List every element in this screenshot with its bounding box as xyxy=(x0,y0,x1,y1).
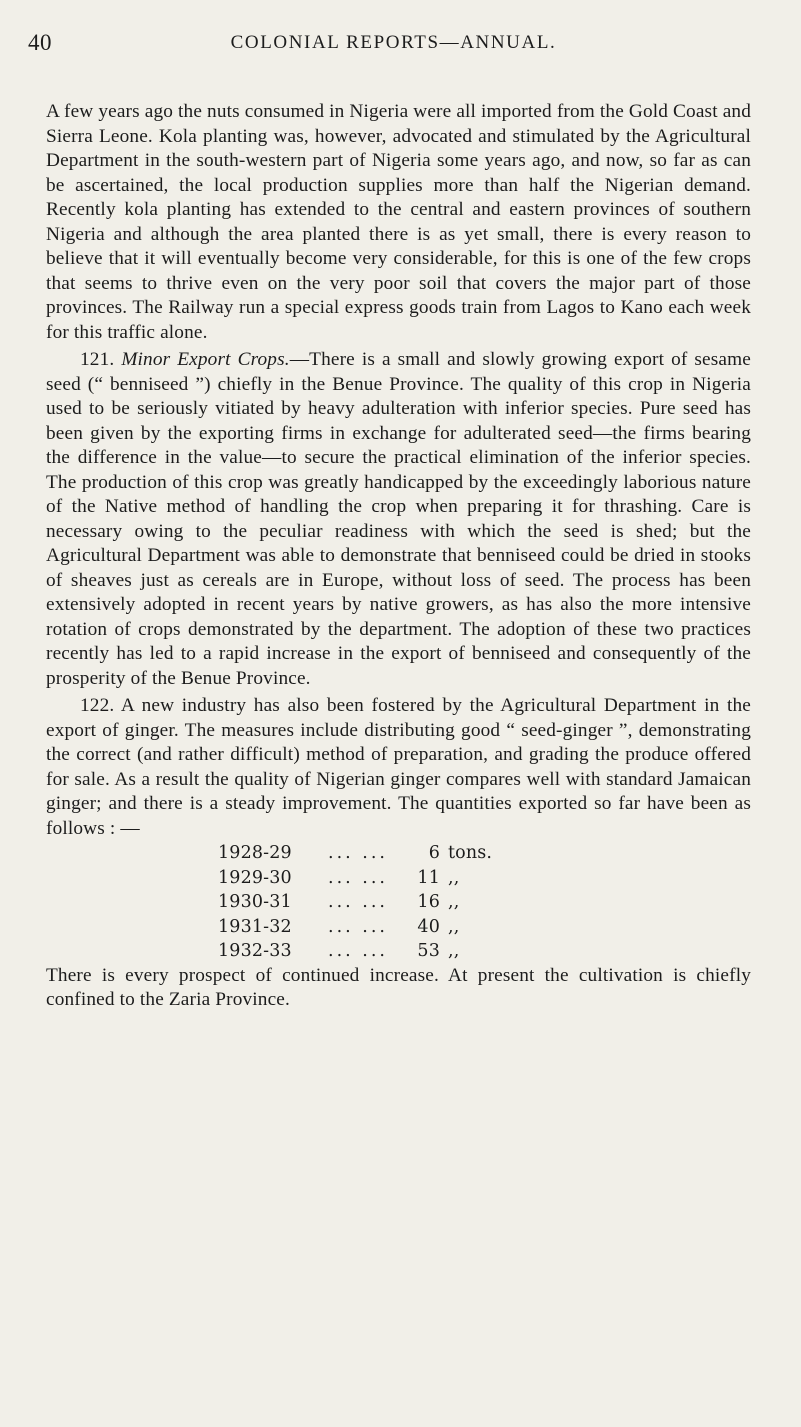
year-cell: 1928-29 xyxy=(218,843,292,863)
unit-cell: ,, xyxy=(448,941,460,961)
table-row xyxy=(218,915,751,940)
leader-dots: ... ... xyxy=(328,892,388,912)
paragraph-kola: A few years ago the nuts consumed in Nigeria were all imported from the Gold Coast and Sierra Leone. Kola planting was, however, advocated and stimulated by the Agricultural Department in the south-western part of Nigeria some years ago, and now, so far as can be ascertained, the local production supplies more than half the Nigerian demand. Recently kola planting has extended to the central and eastern provinces of southern Nigeria and although the area planted there is as yet small, there is every reason to believe that it will eventually become very considerable, for this is one of the few crops that seems to thrive even on the very poor soil that covers the major part of those provinces. The Railway run a special express goods train from Lagos to Kano each week for this traffic alone. xyxy=(46,101,751,343)
unit-cell: tons. xyxy=(448,843,493,863)
quantity-cell: 6 xyxy=(428,843,440,863)
paragraph-121 xyxy=(46,348,751,691)
leader-dots: ... ... xyxy=(328,867,388,888)
table-row xyxy=(218,939,751,964)
paragraph-number: 122. xyxy=(80,695,115,716)
year-cell: 1930-31 xyxy=(218,892,292,912)
year-cell: 1929-30 xyxy=(218,867,292,888)
section-heading: Minor Export Crops. xyxy=(121,349,290,370)
paragraph-text: A new industry has also been fostered by the Agricultural Department in the export of ginger. The measures include distributing good “ seed-ginger ”, demonstrating the correct (and rather difficult) method of preparation, and grading the produce offered for sale. As a result the quality of Nigerian ginger compares well with standard Jamaican ginger; and there is a steady improvement. The quantities exported so far have been as follows : — xyxy=(46,695,752,839)
leader-dots: ... ... xyxy=(328,843,388,863)
page-header xyxy=(28,30,759,64)
quantity-cell: 16 xyxy=(417,892,440,912)
paragraph-122 xyxy=(46,694,751,841)
running-title: COLONIAL REPORTS—ANNUAL. xyxy=(230,32,557,53)
leader-dots: ... ... xyxy=(328,941,388,961)
page-number: 40 xyxy=(28,30,52,55)
paragraph-closing: There is every prospect of continued increase. At present the cultivation is chiefly confined to the Zaria Province. xyxy=(46,964,751,1010)
table-row xyxy=(218,841,751,866)
paragraph-text: —There is a small and slowly growing export of sesame seed (“ benniseed ”) chiefly in the Benue Province. The quality of this crop in Nigeria used to be seriously vitiated by heavy adulteration with inferior species. Pure seed has been given by the exporting firms in exchange for adulterated seed—the firms bearing the difference in the value—to secure the practical elimination of the inferior species. The production of this crop was greatly handicapped by the exceedingly laborious nature of the Native method of handling the crop when preparing it for thrashing. Care is necessary owing to the peculiar readiness with which the seed is shed; but the Agricultural Department was able to demonstrate that benniseed could be dried in stooks of sheaves just as cereals are in Europe, without loss of seed. The process has been extensively adopted in recent years by native growers, as has also the more intensive rotation of crops demonstrated by the department. The adoption of these two practices recently has led to a rapid increase in the export of benniseed and consequently of the prosperity of the Benue Province. xyxy=(46,349,751,689)
leader-dots: ... ... xyxy=(328,916,388,937)
unit-cell: ,, xyxy=(448,867,460,888)
body-text xyxy=(46,100,751,1013)
paragraph-number: 121. xyxy=(80,349,115,370)
quantity-cell: 11 xyxy=(417,867,440,888)
year-cell: 1932-33 xyxy=(218,941,292,961)
table-row xyxy=(218,866,751,891)
ginger-export-table xyxy=(46,841,751,964)
unit-cell: ,, xyxy=(448,916,460,937)
quantity-cell: 53 xyxy=(417,941,440,961)
quantity-cell: 40 xyxy=(417,916,440,937)
unit-cell: ,, xyxy=(448,892,460,912)
year-cell: 1931-32 xyxy=(218,916,292,937)
table-row xyxy=(218,890,751,915)
